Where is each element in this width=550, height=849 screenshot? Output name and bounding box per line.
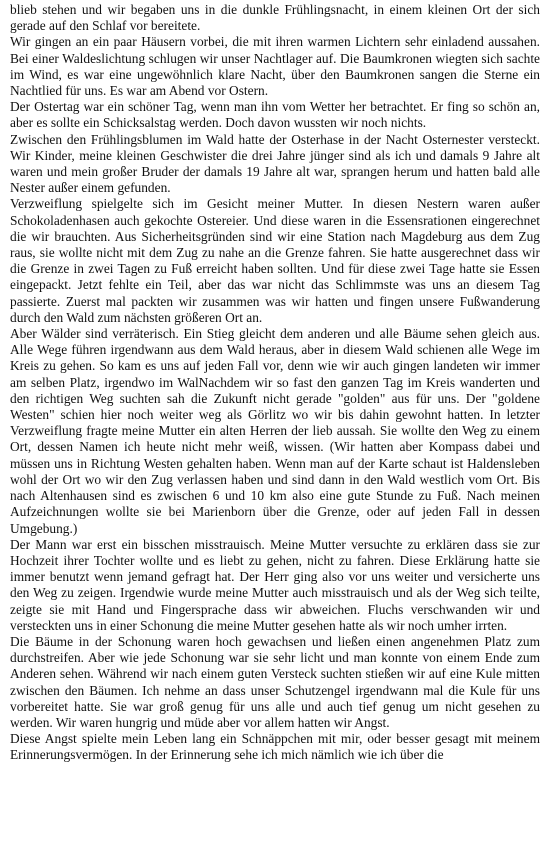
paragraph: Der Mann war erst ein bisschen misstrauisch. Meine Mutter versuchte zu erklären dass sie zur Hochzeit ihrer Tochter wollte und es liebt zu gehen, nicht zu fahren. Diese Erklärung hatte sie immer benutzt wenn jemand gefragt hat. Der Herr ging also vor uns weiter und versicherte uns den Weg zu zeigen. Irgendwie wurde meine Mutter auch misstrauisch und als der Weg sich teilte, zeigte sie mit Hand und Fingersprache dass wir abweichen. Fluchs verschwanden wir und versteckten uns in einer Schonung die meine Mutter gesehen hatte als wir noch umher irrten. [10,536,540,633]
paragraph: blieb stehen und wir begaben uns in die dunkle Frühlingsnacht, in einem kleinen Ort der sich gerade auf den Schlaf vor bereitete. [10,2,540,34]
paragraph: Verzweiflung spielgelte sich im Gesicht meiner Mutter. In diesen Nestern waren außer Schokoladenhasen auch gekochte Ostereier. Und diese waren in die Essensrationen eingerechnet die wir brauchten. Aus Sicherheitsgründen sind wir eine Station nach Magdeburg aus dem Zug raus, sie wollte nicht mit dem Zug zu nahe an die Grenze fahren. Sie hatte ausgerechnet dass wir die Grenze in zwei Tagen zu Fuß erreicht haben sollten. Und für diese zwei Tage hatte sie Essen eingepackt. Jetzt fehlte ein Teil, aber das war nicht das Schlimmste was uns an diesem Tag passierte. Zuerst mal packten wir zusammen was wir hatten und fingen unsere Fußwanderung durch den Wald zum nächsten größeren Ort an. [10,196,540,325]
paragraph: Die Bäume in der Schonung waren hoch gewachsen und ließen einen angenehmen Platz zum durchstreifen. Aber wie jede Schonung war sie sehr licht und man konnte von einem Ende zum Anderen sehen. Während wir nach einem guten Versteck suchten stießen wir auf eine Kule mitten zwischen den Bäumen. Ich nehme an dass unser Schutzengel irgendwann mal die Kule für uns vorbereitet hatte. Sie war groß genug für uns alle und auch tief genug um nicht gesehen zu werden. Wir waren hungrig und müde aber vor allem hatten wir Angst. [10,633,540,730]
paragraph: Aber Wälder sind verräterisch. Ein Stieg gleicht dem anderen und alle Bäume sehen gleich aus. Alle Wege führen irgendwann aus dem Wald heraus, aber in diesem Wald schienen alle Wege im Kreis zu gehen. So kam es uns auf jeden Fall vor, denn wie wir auch gingen landeten wir immer am selben Platz, irgendwo im WalNachdem wir so fast den ganzen Tag im Kreis wanderten und den richtigen Weg suchten sah die Zukunft nicht gerade "golden" aus für uns. Der "goldene Westen" schien hier noch weiter weg als Görlitz wo wir bis dahin gewohnt hatten. In letzter Verzweiflung fragte meine Mutter ein alten Herren der lieb aussah. Sie wollte den Weg zu einem Ort, dessen Namen ich heute nicht mehr weiß, wissen. (Wir hatten aber Kompass dabei und müssen uns in Richtung Westen gehalten haben. Wenn man auf der Karte schaut ist Haldensleben wohl der Ort wo wir den Zug verlassen haben und sind dann in den Wald westlich vom Ort. Bis nach Altenhausen sind es zwischen 6 und 10 km also eine gute Stunde zu Fuß. Nach meinen Aufzeichnungen wollte sie bei Marienborn über die Grenze, oder auf jeden Fall in dessen Umgebung.) [10,326,540,536]
paragraph: Diese Angst spielte mein Leben lang ein Schnäppchen mit mir, oder besser gesagt mit meinem Erinnerungsvermögen. In der Erinnerung sehe ich mich nämlich wie ich über die [10,731,540,763]
paragraph: Wir gingen an ein paar Häusern vorbei, die mit ihren warmen Lichtern sehr einladend aussahen. Bei einer Waldeslichtung schlugen wir unser Nachtlager auf. Die Baumkronen wiegten sich sachte im Wind, es war eine ungewöhnlich klare Nacht, über den Baumkronen sangen die Sterne ein Nachtlied für uns. Es war am Abend vor Ostern. [10,34,540,99]
paragraph: Zwischen den Frühlingsblumen im Wald hatte der Osterhase in der Nacht Osternester versteckt. Wir Kinder, meine kleinen Geschwister die drei Jahre jünger sind als ich und damals 9 Jahre alt waren und mein großer Bruder der damals 19 Jahre alt war, sprangen herum und hatten bald alle Nester außer einem gefunden. [10,131,540,196]
paragraph: Der Ostertag war ein schöner Tag, wenn man ihn vom Wetter her betrachtet. Er fing so schön an, aber es sollte ein Schicksalstag werden. Doch davon wussten wir noch nichts. [10,99,540,131]
